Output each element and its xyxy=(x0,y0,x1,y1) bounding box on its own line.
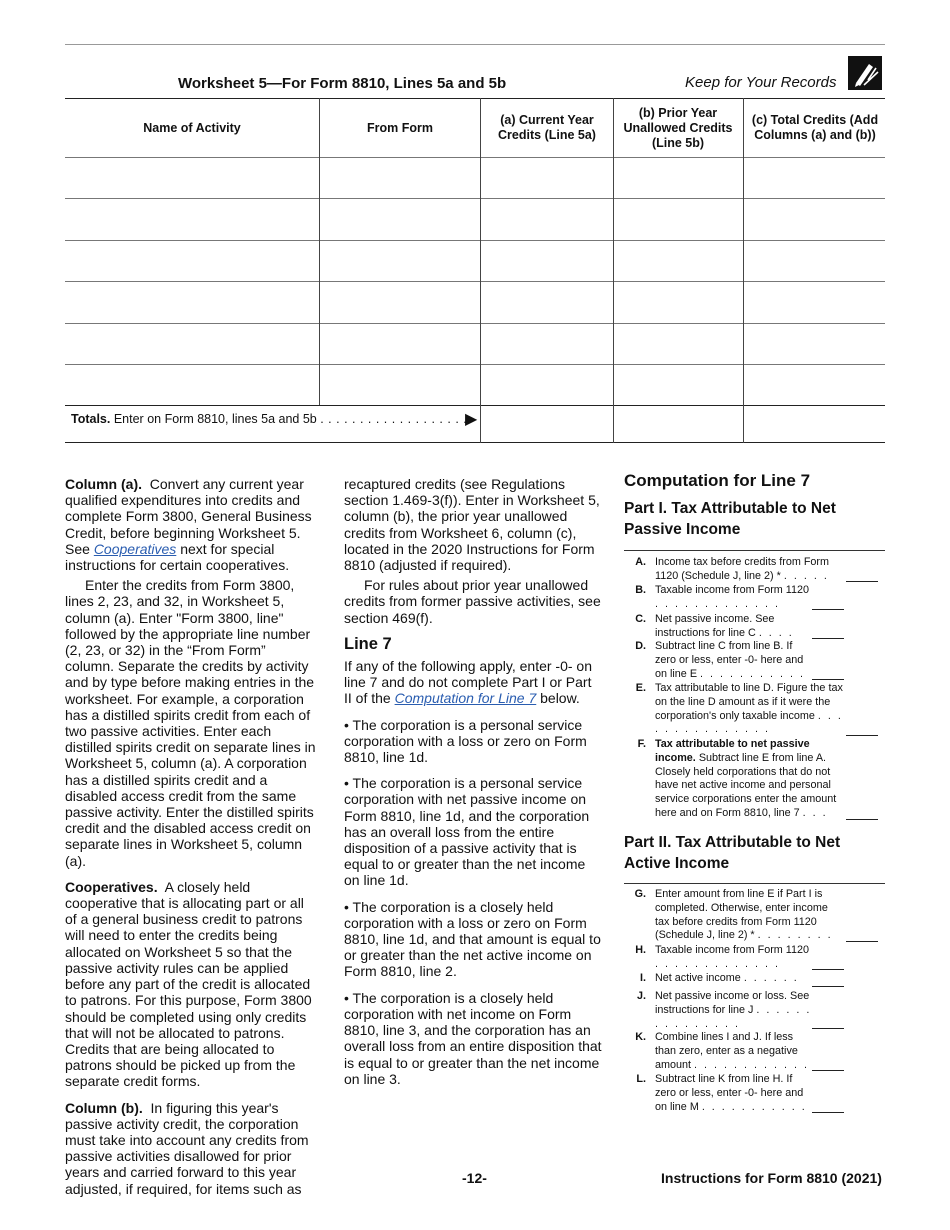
comp-line-J: J. Net passive income or loss. See instructions for line J . . . . . . . . . . . . . . . xyxy=(624,990,885,1034)
col-header-b: (b) Prior Year Unallowed Credits (Line 5b) xyxy=(623,105,733,150)
prior-year-paragraph: For rules about prior year unallowed credits from former passive activities, see section 469(f). xyxy=(344,577,601,626)
answer-blank[interactable] xyxy=(812,1070,844,1071)
answer-blank[interactable] xyxy=(812,986,844,987)
cooperatives-paragraph: Cooperatives. A closely held cooperative that is allocating part or all of a general business credit to patrons will need to enter the credits being allocated on Worksheet 5 so that the passive activity rules can be applied before any part of the credit is allocated to patrons. For this purpose, Form 3800 should be completed using only credits that will not be allocated to patrons. Credits that are being allocated to patrons should be picked up from the separate credit forms. xyxy=(65,878,312,1090)
bullet-2: • The corporation is a personal service corporation with net passive income on Form 8810, line 1d, and the corporation has an overall loss from the entire disposition of a passive activity that is equal to or greater than the net income on line 1d. xyxy=(344,775,590,889)
worksheet-title: Worksheet 5—For Form 8810, Lines 5a and 5b xyxy=(178,75,507,92)
bullet-3: • The corporation is a closely held corporation with a loss or zero on Form 8810, line 1d, and that amount is equal to or greater than the net active income on Form 8810, line 2. xyxy=(344,898,601,980)
computation-link[interactable]: Computation for Line 7 xyxy=(394,690,537,707)
col-header-a: (a) Current Year Credits (Line 5a) xyxy=(498,113,596,142)
answer-blank[interactable] xyxy=(812,638,844,639)
answer-blank[interactable] xyxy=(812,679,844,680)
comp-line-A: A. Income tax before credits from Form 1120 (Schedule J, line 2) * . . . . . xyxy=(624,556,885,586)
part1-rule xyxy=(624,550,885,551)
answer-blank[interactable] xyxy=(812,1028,844,1029)
line7-intro: If any of the following apply, enter -0- on line 7 and do not complete Part I or Part II of the Computation for Line 7 below. xyxy=(344,658,592,707)
column-a-paragraph: Column (a). Convert any current year qualified expenditures into credits and complete Form 3800, General Business Credit, before beginning Worksheet 5. See Cooperatives next for special instructions for certain cooperatives. xyxy=(65,476,312,574)
column-1 xyxy=(65,476,318,1207)
comp-line-B: B. Taxable income from Form 1120 . . . . . . . . . . . . . xyxy=(624,584,885,614)
line7-heading: Line 7 xyxy=(344,634,392,653)
arrow-right-icon: ▶ xyxy=(465,411,478,428)
keep-records-note: Keep for Your Records xyxy=(685,74,837,91)
answer-blank[interactable] xyxy=(846,819,878,820)
answer-blank[interactable] xyxy=(812,1112,844,1113)
col-header-form: From Form xyxy=(367,120,433,135)
col-header-name: Name of Activity xyxy=(143,120,241,135)
comp-line-I: I. Net active income . . . . . . xyxy=(624,972,885,990)
comp-line-C: C. Net passive income. See instructions for line C . . . . xyxy=(624,613,885,643)
part2-rule xyxy=(624,883,885,884)
footer-title: Instructions for Form 8810 (2021) xyxy=(661,1170,882,1186)
comp-line-K: K. Combine lines I and J. If less than zero, enter as a negative amount . . . . . . . . . . . . xyxy=(624,1031,885,1075)
top-rule xyxy=(65,44,885,45)
comp-line-D: D. Subtract line C from line B. If zero or less, enter -0- here and on line E . . . . . . . . . . . xyxy=(624,640,885,684)
bullet-1: • The corporation is a personal service corporation with a loss or zero on Form 8810, line 1d. xyxy=(344,716,587,766)
comp-line-F: F. Tax attributable to net passive income. Subtract line E from line A. Closely held corporations that do not have net active income and personal service corporations enter the amount here and on Form 8810, line 7 . . . xyxy=(624,738,885,822)
pencil-icon xyxy=(848,56,882,90)
computation-title: Computation for Line 7 xyxy=(624,471,811,490)
form3800-paragraph: Enter the credits from Form 3800, lines 2, 23, and 32, in Worksheet 5, column (a). Enter "Form 3800, line" followed by the appropriate line number (2, 23, or 32) in the “From Form” column. Separate the credits by activity and by type before making entries in the worksheet. For example, a corporation has a distilled spirits credit from each of two passive activities. Enter each distilled spirits credit on separate lines in Worksheet 5, column (a). A corporation has a distilled spirits credit and a disabled access credit from the same passive activity. Enter the distilled spirits credit and the disabled access credit on separate lines in Worksheet 5, column (a). xyxy=(65,577,316,869)
comp-line-L: L. Subtract line K from line H. If zero or less, enter -0- here and on line M . . . . . . . . . . . xyxy=(624,1073,885,1117)
totals-label: Totals. Enter on Form 8810, lines 5a and 5b . . . . . . . . . . . . . . . . . . . xyxy=(71,412,468,426)
comp-line-E: E. Tax attributable to line D. Figure the tax on the line D amount as if it were the corporation's only taxable income . . . . . . . . . . . . . . . xyxy=(624,682,885,738)
worksheet-table xyxy=(65,98,885,443)
recaptured-paragraph: recaptured credits (see Regulations section 1.469-3(f)). Enter in Worksheet 5, column (b), the prior year unallowed credits from Worksheet 6, column (c), located in the 2020 Instructions for Form 8810 (adjusted if required). xyxy=(344,476,600,574)
part1-title: Part I. Tax Attributable to Net Passive Income xyxy=(624,500,836,538)
column-b-paragraph: Column (b). In figuring this year's passive activity credit, the corporation must take into account any credits from passive activities disallowed for prior years and carried forward to this year adjusted, if required, for items such as xyxy=(65,1099,309,1197)
answer-blank[interactable] xyxy=(846,735,878,736)
answer-blank[interactable] xyxy=(846,941,878,942)
cooperatives-link[interactable]: Cooperatives xyxy=(93,540,177,557)
col-header-c: (c) Total Credits (Add Columns (a) and (b)) xyxy=(751,113,879,142)
bullet-4: • The corporation is a closely held corporation with net income on Form 8810, line 3, and the corporation has an overall loss from an entire disposition that is equal to or greater than the net income on line 3. xyxy=(344,989,602,1087)
page-number: -12- xyxy=(462,1170,487,1186)
column-2 xyxy=(344,476,602,1097)
answer-blank[interactable] xyxy=(812,969,844,970)
comp-line-G: G. Enter amount from line E if Part I is completed. Otherwise, enter income tax before credits from Form 1120 (Schedule J, line 2) * . . . . . . . . xyxy=(624,888,885,946)
part2-title: Part II. Tax Attributable to Net Active Income xyxy=(624,834,841,872)
answer-blank[interactable] xyxy=(812,609,844,610)
comp-line-H: H. Taxable income from Form 1120 . . . . . . . . . . . . . xyxy=(624,944,885,974)
answer-blank[interactable] xyxy=(846,581,878,582)
